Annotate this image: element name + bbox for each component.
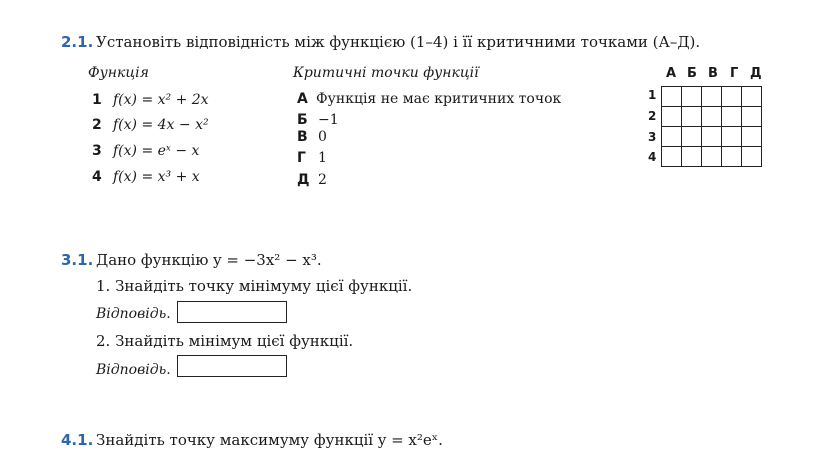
function-formula: f(x) = x² + 2x xyxy=(113,92,209,108)
answer-cell[interactable] xyxy=(682,127,702,147)
option-text: 1 xyxy=(318,150,327,166)
critical-points-column-header: Критичні точки функції xyxy=(293,65,479,81)
function-number: 2 xyxy=(92,117,102,133)
answer-cell[interactable] xyxy=(742,107,762,127)
answer-cell[interactable] xyxy=(742,147,762,167)
answer-cell[interactable] xyxy=(702,147,722,167)
function-number: 4 xyxy=(92,169,102,185)
function-formula: f(x) = eˣ − x xyxy=(113,143,200,159)
answer-cell[interactable] xyxy=(662,127,682,147)
option-text: 0 xyxy=(318,129,327,145)
answer-cell[interactable] xyxy=(682,87,702,107)
function-number: 3 xyxy=(92,143,102,159)
option-letter: Д xyxy=(297,172,310,188)
question-number: 3.1. xyxy=(61,251,94,269)
answer-cell[interactable] xyxy=(682,107,702,127)
grid-column-header: Д xyxy=(750,66,762,81)
question-number: 4.1. xyxy=(61,431,94,449)
option-letter: А xyxy=(297,91,308,107)
grid-row-header: 1 xyxy=(648,88,657,102)
answer-grid xyxy=(661,86,762,167)
function-number: 1 xyxy=(92,92,102,108)
option-text: 2 xyxy=(318,172,327,188)
subquestion-1: 1. Знайдіть точку мінімуму цієї функції. xyxy=(96,277,413,295)
option-text: Функція не має критичних точок xyxy=(316,91,562,107)
option-letter: Б xyxy=(297,112,308,128)
question-text: Знайдіть точку максимуму функції y = x²eˣ. xyxy=(96,431,443,449)
answer-cell[interactable] xyxy=(722,87,742,107)
answer-cell[interactable] xyxy=(722,107,742,127)
subquestion-2: 2. Знайдіть мінімум цієї функції. xyxy=(96,332,354,350)
answer-cell[interactable] xyxy=(702,107,722,127)
grid-column-header: Г xyxy=(730,66,739,81)
option-letter: Г xyxy=(297,150,306,166)
function-column-header: Функція xyxy=(88,65,149,81)
question-text: Дано функцію y = −3x² − x³. xyxy=(96,251,322,269)
grid-row-header: 4 xyxy=(648,150,657,164)
answer-box-2[interactable] xyxy=(177,355,287,377)
grid-column-header: Б xyxy=(687,66,697,81)
grid-column-header: А xyxy=(666,66,677,81)
answer-cell[interactable] xyxy=(722,147,742,167)
answer-label: Відповідь. xyxy=(96,306,171,322)
answer-cell[interactable] xyxy=(702,127,722,147)
answer-cell[interactable] xyxy=(742,127,762,147)
function-formula: f(x) = 4x − x² xyxy=(113,117,209,133)
grid-column-header: В xyxy=(708,66,718,81)
grid-row-header: 3 xyxy=(648,130,657,144)
answer-cell[interactable] xyxy=(702,87,722,107)
answer-cell[interactable] xyxy=(662,147,682,167)
question-text: Установіть відповідність між функцією (1–4) і її критичними точками (А–Д). xyxy=(96,33,701,51)
grid-row-header: 2 xyxy=(648,109,657,123)
answer-cell[interactable] xyxy=(662,107,682,127)
option-text: −1 xyxy=(318,112,339,128)
answer-label: Відповідь. xyxy=(96,362,171,378)
answer-cell[interactable] xyxy=(682,147,702,167)
answer-cell[interactable] xyxy=(722,127,742,147)
option-letter: В xyxy=(297,129,308,145)
answer-cell[interactable] xyxy=(662,87,682,107)
question-number: 2.1. xyxy=(61,33,94,51)
answer-box-1[interactable] xyxy=(177,301,287,323)
answer-cell[interactable] xyxy=(742,87,762,107)
function-formula: f(x) = x³ + x xyxy=(113,169,200,185)
